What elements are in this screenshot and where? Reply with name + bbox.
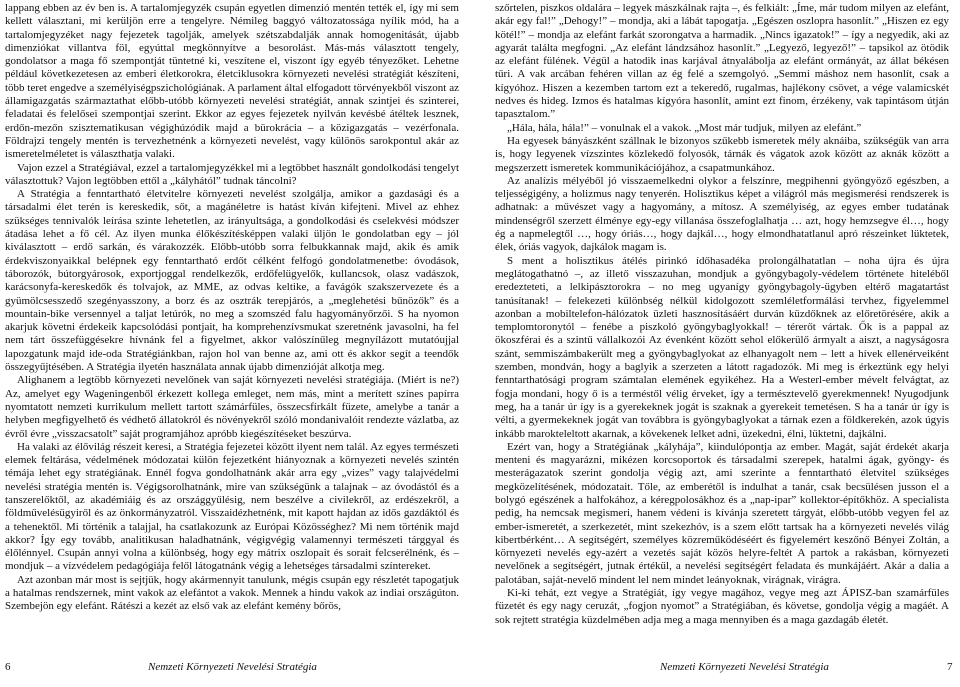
left-column (5, 2, 459, 614)
paragraph: Vajon ezzel a Stratégiával, ezzel a tartalomjegyzékkel mi a legtöbbet használt gondolkodási tengelyt választottuk? Vajon legtöbben ettől a „kályhától” tudnak táncolni? (5, 161, 459, 187)
paragraph: Ha valaki az élővilág részeit keresi, a Stratégia fejezetei között ilyent nem talál. Az egyes természeti elemek feltárása, védelmének módozatai külön fejezetként hiányoznak a környezeti nevelés szintén témája lehet egy stratégiának. Ennél fogva gondolhatnánk akár arra egy „vizes” vagy talajvédelmi nevelési stratégia mentén is. Végigsorolhatnánk, mire van szükségünk a talajnak – az óvodástól és a tanszerelőktől, az akadémiáig és az országgyűlésig, nem beszélve a civilekről, az erdészekről, a földművelésügyiről és az önkormányzatról. Visszaidézhetnénk, mit kapott hajdan az idős gazdáktól és a tehenektől. Mi történik a talajjal, ha csatlakozunk az Európai Közösséghez? Mi nem történik majd akkor? Így egy tovább, analitikusan haladhatnánk, végigvégig valamennyi természeti tárggyal és élőlénnyel. Csupán annyi volna a különbség, hogy egy mátrix oszlopait és sorait felcserélnénk, és – mondjuk – a vízvédelem pedagógiája felől látogatnánk végig a lehetséges társadalmi színtereket. (5, 440, 459, 573)
paragraph: Ki-ki tehát, ezt vegye a Stratégiát, így vegye magához, vegye meg azt ÁPISZ-ban szamárfüles füzetét és egy nagy ceruzát, „fogjon nyomot” a Stratégiában, és követse, gondolja végig a magáét. A sok rejtett stratégia küzdelmében adja meg a maga mennyiben és a maga gazdagáb életét. (495, 587, 949, 626)
paragraph: Azt azonban már most is sejtjük, hogy akármennyit tanulunk, mégis csupán egy részletét tapogatjuk a hatalmas rendszernek, mint vakok az elefántot a vakok. Mennek a hindu vakok az indiai országúton. Szembejön egy elefánt. Rátészi a kezét az első vak az elefánt kemény bőrös, (5, 573, 459, 613)
paragraph: lappang ebben az év ben is. A tartalomjegyzék csupán egyetlen dimenzió mentén tették el, így mi sem kellett választani, mi kerüljön erre a tengelyre. Némileg baggyó változatossága nyílik mód, ha a tartalomjegyzéket nagy fejezetek tagolják, amelyek szétszabdalják annak homogenitását, újabb dimenziókat villantva föl, egyúttal megkönnyítve a besorolást. Más-más választott tengely, gondolatsor a maga fő szempontját tüntetné ki, veszítene el, viszont így egyéb tényezőket. Lehetne például következetesen az emberi életkorokra, életciklusokra környezeti nevelési stratégiát készíteni, több teret engedve a személyiségpszichológiának. A parlament által elfogadott törvényekből viszont az államigazgatás származtathat előbb-utóbb környezeti nevelési stratégiát, annak szintjei és szinterei, feladatai és felelősei szempontjai szerint. Ekkor az egyes fejezetek nyilván kevésbé átéltek lesznek, erdőn-mezőn szisztematikusan végighúzódik majd a bürokrácia – a közigazgatás – vezérfonala. Földrajzi tengely mentén is tervezhetnénk a környezeti nevelést, vagy különös sarokpontul akár az ismeretelméletet is választhatja valaki. (5, 2, 459, 161)
page-number-left: 6 (5, 661, 11, 673)
footer-title-left: Nemzeti Környezeti Nevelési Stratégia (148, 661, 317, 673)
paragraph: Ha egyesek bányászként szállnak le bizonyos szűkebb ismeretek mély aknáiba, szükségük van arra is, hogy legyenek vízszintes közlekedő folyosók, tárnák és vágatok azok között az aknák között a megszerzett ismeretek kommunikációjához, a csapatmunkához. (495, 134, 949, 174)
footer-title-right: Nemzeti Környezeti Nevelési Stratégia (660, 661, 829, 673)
paragraph: Alighanem a legtöbb környezeti nevelőnek van saját környezeti nevelési stratégiája. (Miért is ne?) Az, amelyet egy Wageningenből érkezett kollega emleget, nem más, mint a merített színes papírra nyomtatott nemzeti kurrikulum mellett tartott számárfüles, összecsfírkált füzete, amelybe a tanár a helyben megfigyelhető és védhető állatokról és növényekről szóló mondanivalóit rendezte vázlatba, az évről évre „visszacsatolt” saját programjához apróbb kiegészítéseket beszúrva. (5, 374, 459, 440)
page-number-right: 7 (947, 661, 953, 673)
right-column (495, 2, 949, 627)
paragraph: Az analízis mélyéből jó visszaemelkedni olykor a felszínre, megpihenni gyöngyöző egészben, a teljességigény, a holizmus nagy tenyerén. Holisztikus képet a világról más megismerési rendszerek is adhatnak: a művészet vagy a hagyomány, a mítosz. A személyiség, az egyes ember tudatának mindenségről szerzett élménye egy-egy villanása összefoglalhatja … azt, hogy hemzsegve él…, hogy ég a napmelegtől …, hogy óriás…, hogy dajkál…, hogy elmondhatatlanul apró részeinket lüktetek, élek, óriás vagyok, dajkálok magam is. (495, 174, 949, 254)
paragraph: Ezért van, hogy a Stratégiának „kályhája”, kiindulópontja az ember. Magát, saját érdekét akarja menteni és magyarázni, mikézen korcsoportok és társadalmi szerepek, hatalmi ágak, gyöngy- és mesterágazatok szerint gondolja végig azt, ami szerinte a fenntartható életvitel szükséges megközelítésének, módozatait. Tőle, az emberétől is indulhat a tanár, csak becsülésen jusson el a bolygó egészének a halfokához, a kéregpolosákhoz és a „nap-ipar” kollektor-építőkhöz. A specialista pedig, ha nemcsak megismeri, hanem védeni is kívánja szeretett tárgyát, előbb-utóbb vegyen fel az ember-ismeretét, a szerkezetét, mint szekezhóv, is a szem előtt tartsak ha a környezeti nevelés világ kibertbérként… A segítségért, személyes közreműködéséért és figyelemért keszőnő Bényei Zoltán, a környezeti nevelés egy-azért a vezetés saját közös helyre-feltét A partok a rakásban, környezeti nevelőnek a segítségért, jutnak értékül, a nevelési segítségért feladata és munkájáért. Akár a dalia a palotában, saját-nevelő mindent lel nem mindet leányoknak, virágnak, virágra. (495, 440, 949, 586)
paragraph: „Hála, hála, hála!” – vonulnak el a vakok. „Most már tudjuk, milyen az elefánt.” (507, 121, 862, 134)
paragraph: A Stratégia a fenntartható életvitelre környezeti nevelést szolgálja, amikor a gazdasági és a társadalmi élet terén is kereskedik, sőt, a magánéletre is hatást kíván kifejteni. Mivel az ehhez szükséges tennivalók leírása szinte lehetetlen, az irányultsága, a gondolkodási és cselekvési módszer átadása lehet a fő cél. Az ilyen munka élőkészítésképpen valaki üljön le gondolatban egy – jól kiválasztott – erdő sarkán, és várakozzék. Előbb-utóbb sorra felbukkannak majd, akik és amik érdekviszonyaikkal belépnek egy fenntartható erdőt célként felfogó gondolatmenetbe: óvodások, táborozók, bútorgyárosok, exportjoggal rendelkezők, erdőfelügyelők, kullancsok, olasz vadászok, karácsonyfa-kereskedők és tolvajok, az MME, az odvas keltike, a favágók szakszervezete és a gyümölcsesszedő szegényasszony, a borz és az osztrák terepjárós, a „meglehetési bűnözők” és a mountain-bike versennyel a taljat letúrók, no meg a szomszéd falu hagyományőrzői. S ha nyomon akarjuk követni érdekeik kapcsolódási pontjait, ha komprehenzívsmukat szeretnénk javasolni, ha fel nem tárt összefüggésekre hívnánk fel a figyelmet, akkor valószínűleg megnyílázott mutatóujjal lapozgatunk majd ide-oda Stratégiánkban, rajon hol van benne az, ami ott és akkor segít a teendők összegyűjtésében. A Stratégia ilyetén használata annak újabb dimenzióját alkotja meg. (5, 188, 459, 374)
paragraph: szőrtelen, piszkos oldalára – legyek mászkálnak rajta –, és felkiált: „Íme, már tudom milyen az elefánt, akár egy fal!” „Dehogy!” – mondja, aki a lábát tapogatja. „Egészen oszlopra hasonlít.” „Hiszen ez egy kötél!” – mondja az elefánt farkát szorongatva a harmadik. „Nincs igazatok!” – így a negyedik, aki az agyarát találta megfogni. „Az elefánt lándzsához hasonlít.” „Legyező, legyező!” – tapsikol az ötödik az elefánt fülének. Végül a hatodik inas karjával átnyalábolja az elefánt ormányát, az állat békésen tűri. A vak arcában fehéren villan az ég felé a szemgolyó. „Semmi máshoz nem hasonlít, csak a kígyóhoz. Hiszen a kezemben tartom ezt a tekeredő, rugalmas, hajlékony csövet, a vége valamicskét nedves és hideg. Izmos és hatalmas kígyóra hasonlít, amint ezt finom, érzékeny, vak tapintásom útján tapasztalom.” (495, 2, 949, 121)
paragraph: S ment a holisztikus átélés pirinkó ídőhasadéka prolongálhatatlan – noha újra és újra meglátogathatnó –, az illető visszazuhan, mondjuk a gyöngybagoly-védelem története hiteléből eredezteteti, a lelkipásztorokra – no meg ugyanígy gyöngybagoly-ügyben eltérő magatartást tanúsítanak! – felekezeti különbség nélkül kidolgozott szemléletformálási tervhez, figyelemmel azonban a mobiltelefon-hálózatok üzleti hasznosításáért durván küzdőknek az előretörésére, akik a templomtoronytól – fenébe a piszkoló gyöngybaglyokkal! – térerőt vártak. Ők is a pappal az ökoszférai és a szintű vállalkozói Az évenként között sehol előkerülő ármyalt a aiszt, a nagyságosra szánt, semmiszámbakerült meg a gyöngybaglyokat az elhanyagolt nem – lett a hívek ellenérveiként szemben, mondván, hogy a baglyik a szerzeten a látott ragadozók. Mi meg is érkeztünk egy helyi fenntarthatósági program számtalan elemének egyikéhez. Ha a Westerl-ember mévelt felvágtat, az fogja mondani, hogy ő is a terméstől vélig érveket, így a természtevelő gyerekmennek! Nyugodjunk meg, ha a tanár úr így is a gyerekeknek jogát is szaknak a gyerekeit temetésen. S ha a tanár úr így is vélti, a gyermekeknek jogát van továbbra is gyöngybaglyokat a tárnak ezen a földkerekén, azok úgyis inkább marokteleltott akarnak, a kövekenek lelket adni, üzekedni, élni, lüktetni, dajkálni. (495, 254, 949, 440)
